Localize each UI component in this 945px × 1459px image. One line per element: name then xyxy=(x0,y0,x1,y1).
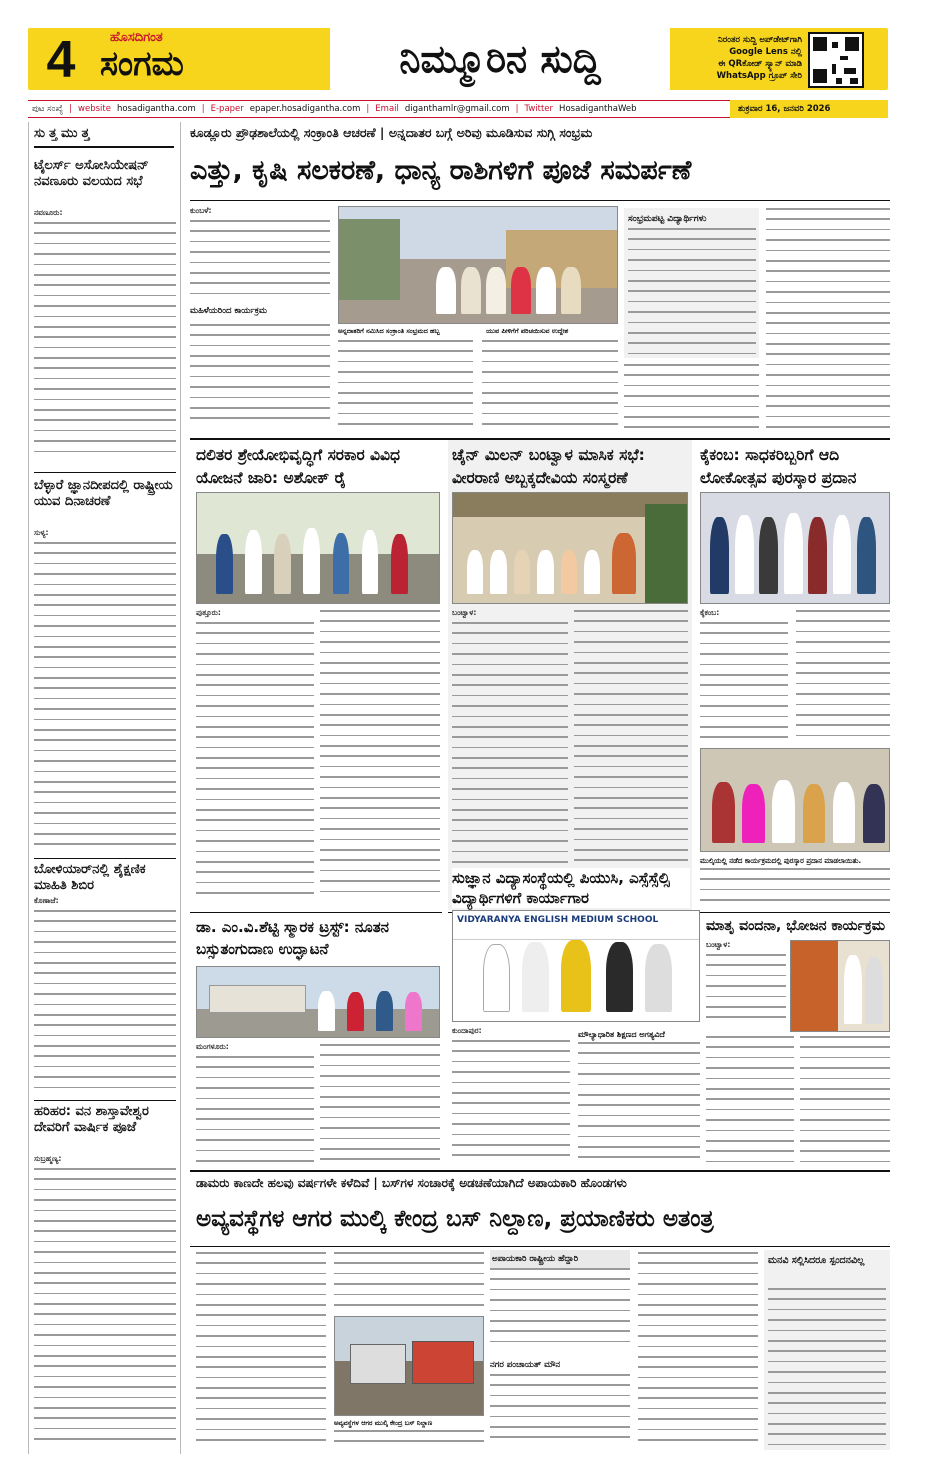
divider xyxy=(190,200,890,201)
top-story-subhead: ಮಹಿಳೆಯರಿಂದ ಕಾರ್ಯಕ್ರಮ xyxy=(190,302,330,320)
epaper-link[interactable]: epaper.hosadigantha.com xyxy=(249,104,361,114)
brand-logo: ಹೊಸದಿಗಂತ xyxy=(110,30,163,45)
byline: ಕೊಣಾಜೆ: xyxy=(34,896,59,905)
story-text xyxy=(338,340,473,430)
top-story-headline: ಎತ್ತು, ಕೃಷಿ ಸಲಕರಣೆ, ಧಾನ್ಯ ರಾಶಿಗಳಿಗೆ ಪೂಜೆ ಸಮರ್ಪಣೆ xyxy=(190,155,692,186)
top-story-kicker: ಕೂಡ್ಲೂರು ಪ್ರೌಢಶಾಲೆಯಲ್ಲಿ ಸಂಕ್ರಾಂತಿ ಆಚರಣೆ | ಅನ್ನದಾತರ ಬಗ್ಗೆ ಅರಿವು ಮೂಡಿಸುವ ಸುಗ್ಗಿ ಸಂಭ್ರಮ xyxy=(190,125,593,140)
story-text xyxy=(768,1288,886,1448)
bottom-subhead: ಅಪಾಯಕಾರಿ ರಾಷ್ಟ್ರೀಯ ಹೆದ್ದಾರಿ xyxy=(490,1250,630,1268)
qr-line: ನಿರಂತರ ಸುದ್ದಿ ಅಪ್‌ಡೇಟ್‌ಗಾಗಿ xyxy=(718,35,802,45)
sidebar-headline: ಬೆಳ್ಳಾರೆ ಜ್ಞಾನದೀಪದಲ್ಲಿ ರಾಷ್ಟ್ರೀಯ ಯುವ ದಿನಾಚರಣೆ xyxy=(34,478,173,509)
top-story-photo xyxy=(338,206,618,324)
kaikamba-byline xyxy=(700,608,790,620)
kaikamba-headline: ಕೈಕಂಬ: ಸಾಧಕರಿಬ್ಬರಿಗೆ ಆದಿ ಲೋಕೋತ್ಸವ ಪುರಸ್ಕಾರ ಪ್ರದಾನ xyxy=(700,446,857,487)
twitter-link[interactable]: HosadiganthaWeb xyxy=(559,104,637,114)
story-text xyxy=(452,1040,570,1164)
sidebar-story-body xyxy=(34,896,176,908)
story-text xyxy=(34,542,176,852)
column-divider xyxy=(180,122,181,1454)
story-text xyxy=(796,610,890,742)
story-text xyxy=(34,222,176,462)
sujnana-subhead: ಮೌಲ್ಯಾಧಾರಿತ ಶಿಕ್ಷಣದ ಅಗತ್ಯವಿದೆ xyxy=(578,1030,665,1039)
qr-code-icon[interactable] xyxy=(808,32,864,88)
story-text xyxy=(700,622,788,742)
page-number: 4 xyxy=(30,30,92,90)
divider xyxy=(700,912,890,913)
story-text xyxy=(196,1252,326,1448)
story-text xyxy=(34,1168,176,1448)
matru-byline xyxy=(706,940,786,952)
story-text xyxy=(34,910,176,1095)
shetty-headline: ಡಾ. ಎಂ.ವಿ.ಶೆಟ್ಟಿ ಸ್ಮಾರಕ ಟ್ರಸ್ಟ್: ನೂತನ ಬಸ್ಸುತಂಗುದಾಣ ಉದ್ಘಾಟನೆ xyxy=(196,918,390,958)
story-text xyxy=(800,1036,890,1164)
story-text xyxy=(482,340,618,430)
sidebar-story-body xyxy=(34,1154,176,1166)
story-text xyxy=(320,1044,440,1164)
bus-stand-photo xyxy=(334,1316,484,1416)
sidebar-headline: ಹರಿಹರ: ವನ ಶಾಸ್ತಾವೇಶ್ವರ ದೇವರಿಗೆ ವಾರ್ಷಿಕ ಪೂಜೆ xyxy=(34,1104,149,1135)
bottom-story-kicker: ಡಾಮರು ಕಾಣದೇ ಹಲವು ವರ್ಷಗಳೇ ಕಳೆದಿವೆ | ಬಸ್‌ಗಳ ಸಂಚಾರಕ್ಕೆ ಅಡಚಣೆಯಾಗಿದೆ ಅಪಾಯಕಾರಿ ಹೊಂಡಗಳು xyxy=(196,1176,627,1190)
byline: ಕುಂಬಳೆ: xyxy=(190,206,212,215)
shetty-photo xyxy=(196,966,440,1038)
story-text xyxy=(700,868,890,908)
qr-instructions xyxy=(682,34,802,82)
story-text xyxy=(452,622,568,904)
chain-headline: ಚೈನ್ ಮಿಲನ್ ಬಂಟ್ವಾಳ ಮಾಸಿಕ ಸಭೆ: ವೀರರಾಣಿ ಅಬ್ಬಕ್ಕದೇವಿಯ ಸಂಸ್ಮರಣೆ xyxy=(452,446,645,487)
bottom-side-box-title: ಮನವಿ ಸಲ್ಲಿಸಿದರೂ ಸ್ಪಂದನವಿಲ್ಲ xyxy=(768,1255,865,1266)
website-link[interactable]: hosadigantha.com xyxy=(116,104,196,114)
divider xyxy=(190,1246,890,1247)
story-text xyxy=(624,364,759,434)
byline: ಕೈಕಂಬ: xyxy=(700,608,720,617)
sujnana-photo xyxy=(452,910,700,1022)
top-story-byline xyxy=(190,206,330,218)
byline: ಬಂಟ್ವಾಳ: xyxy=(706,940,731,949)
story-text xyxy=(766,208,890,434)
story-text xyxy=(706,954,786,1028)
qr-line: Google Lens ನಲ್ಲಿ xyxy=(729,47,802,57)
sidebar-divider xyxy=(28,122,29,1454)
sidebar-headline: ಟೈಲರ್ಸ್ ಅಸೋಸಿಯೇಷನ್ ನವಣೂರು ವಲಯದ ಸಭೆ xyxy=(34,158,149,189)
website-label: website xyxy=(78,104,111,114)
kaikamba-photo xyxy=(700,492,890,604)
photo-caption: ಅವ್ಯವಸ್ಥೆಗಳ ಆಗರ ಮುಲ್ಕಿ ಕೇಂದ್ರ ಬಸ್ ನಿಲ್ದಾಣ xyxy=(334,1419,433,1427)
dalitha-headline: ದಲಿತರ ಶ್ರೇಯೋಭಿವೃದ್ಧಿಗೆ ಸರಕಾರ ವಿವಿಧ ಯೋಜನೆ ಜಾರಿ: ಅಶೋಕ್ ರೈ xyxy=(196,446,401,487)
dalitha-photo xyxy=(196,492,440,604)
story-text xyxy=(196,1056,314,1164)
qr-line: WhatsApp ಗ್ರೂಪ್ ಸೇರಿ xyxy=(716,71,802,81)
shetty-byline xyxy=(196,1042,316,1054)
epaper-label: E-paper xyxy=(210,104,244,114)
photo-caption: ಮುಲ್ಕಿಯಲ್ಲಿ ನಡೆದ ಕಾರ್ಯಕ್ರಮದಲ್ಲಿ ಪುರಸ್ಕಾರ ಪ್ರದಾನ ಮಾಡಲಾಯಿತು. xyxy=(700,857,862,865)
story-text xyxy=(628,228,756,356)
sujnana-headline: ಸುಜ್ಞಾನ ವಿದ್ಯಾಸಂಸ್ಥೆಯಲ್ಲಿ ಪಿಯುಸಿ, ಎಸ್ಸೆಸ್ಸೆಲ್ಸಿ ವಿದ್ಯಾರ್ಥಿಗಳಿಗೆ ಕಾರ್ಯಾಗಾರ xyxy=(452,868,690,908)
email-label: Email xyxy=(375,104,399,114)
sidebar-logo: ಸುತ್ತಮುತ್ತ xyxy=(34,126,174,148)
info-bar: ಪುಟ ಸಂಖ್ಯೆ | website hosadigantha.com | E-paper epaper.hosadigantha.com | Email diganthamlr@gmail.com | Twitter HosadiganthaWeb xyxy=(28,100,888,118)
photo-caption: ಯುವ ಪೀಳಿಗೆಗೆ ಪರಿಚಯಿಸುವ ಉದ್ದೇಶ xyxy=(486,327,569,335)
sidebar-headline: ಬೋಳಿಯಾರ್‌ನಲ್ಲಿ ಶೈಕ್ಷಣಿಕ ಮಾಹಿತಿ ಶಿಬಿರ xyxy=(34,862,146,893)
story-text xyxy=(638,1252,758,1448)
divider xyxy=(34,858,176,859)
dalitha-byline xyxy=(196,608,316,620)
byline: ಕುಂದಾಪುರ: xyxy=(452,1026,482,1035)
qr-line: ಈ QRಕೋಡ್ ಸ್ಕ್ಯಾನ್ ಮಾಡಿ xyxy=(718,59,802,69)
byline: ಮಂಗಳೂರು: xyxy=(196,1042,229,1051)
kaikamba-photo-2 xyxy=(700,748,890,852)
email-link[interactable]: diganthamlr@gmail.com xyxy=(404,104,510,114)
chain-byline xyxy=(452,608,568,620)
story-text xyxy=(490,1374,630,1450)
story-text xyxy=(490,1268,630,1354)
photo-caption: ಅನ್ನದಾತರಿಗೆ ನಮಿಸಿದ ಸಂಕ್ರಾಂತಿ ಸಂಭ್ರಮದ ಹಬ್ಬ xyxy=(338,327,440,335)
story-text xyxy=(706,1036,794,1164)
center-title: ನಿಮ್ಮೂರಿನ ಸುದ್ದಿ xyxy=(330,26,670,92)
divider xyxy=(190,912,442,913)
story-text xyxy=(334,1430,484,1450)
byline: ಪುತ್ತೂರು: xyxy=(196,608,221,617)
byline: ಬಂಟ್ವಾಳ: xyxy=(452,608,477,617)
page-label: ಪುಟ ಸಂಖ್ಯೆ xyxy=(32,104,64,114)
sujnana-byline xyxy=(452,1026,572,1038)
story-text xyxy=(578,1042,700,1164)
story-text xyxy=(320,610,440,904)
matru-headline: ಮಾತೃ ವಂದನಾ, ಭೋಜನ ಕಾರ್ಯಕ್ರಮ xyxy=(706,918,886,934)
matru-photo xyxy=(790,940,890,1032)
divider xyxy=(190,1170,890,1172)
byline: ಸುಳ್ಯ: xyxy=(34,528,49,537)
story-text xyxy=(574,610,688,904)
school-banner: VIDYARANYA ENGLISH MEDIUM SCHOOL xyxy=(453,911,699,940)
byline: ಸುಬ್ರಹ್ಮಣ್ಯ: xyxy=(34,1154,62,1163)
byline: ನವಣೂರು: xyxy=(34,208,63,217)
chain-photo xyxy=(452,492,688,604)
story-text xyxy=(196,622,314,904)
story-text xyxy=(190,220,330,420)
top-story-subhead: ಸಂಭ್ರಮಪಟ್ಟ ವಿದ್ಯಾರ್ಥಿಗಳು xyxy=(628,214,707,224)
twitter-label: Twitter xyxy=(524,104,554,114)
issue-date: ಶುಕ್ರವಾರ 16, ಜನವರಿ 2026 xyxy=(730,100,888,118)
bottom-subhead: ನಗರ ಪಂಚಾಯತ್ ಮೌನ xyxy=(490,1360,561,1370)
divider xyxy=(34,1100,176,1101)
bottom-story-headline: ಅವ್ಯವಸ್ಥೆಗಳ ಆಗರ ಮುಲ್ಕಿ ಕೇಂದ್ರ ಬಸ್ ನಿಲ್ದಾಣ, ಪ್ರಯಾಣಿಕರು ಅತಂತ್ರ xyxy=(196,1206,714,1232)
section-title: ಸಂಗಮ xyxy=(100,44,184,84)
story-text xyxy=(334,1252,484,1312)
sidebar-story-body xyxy=(34,528,176,540)
divider xyxy=(34,472,176,473)
